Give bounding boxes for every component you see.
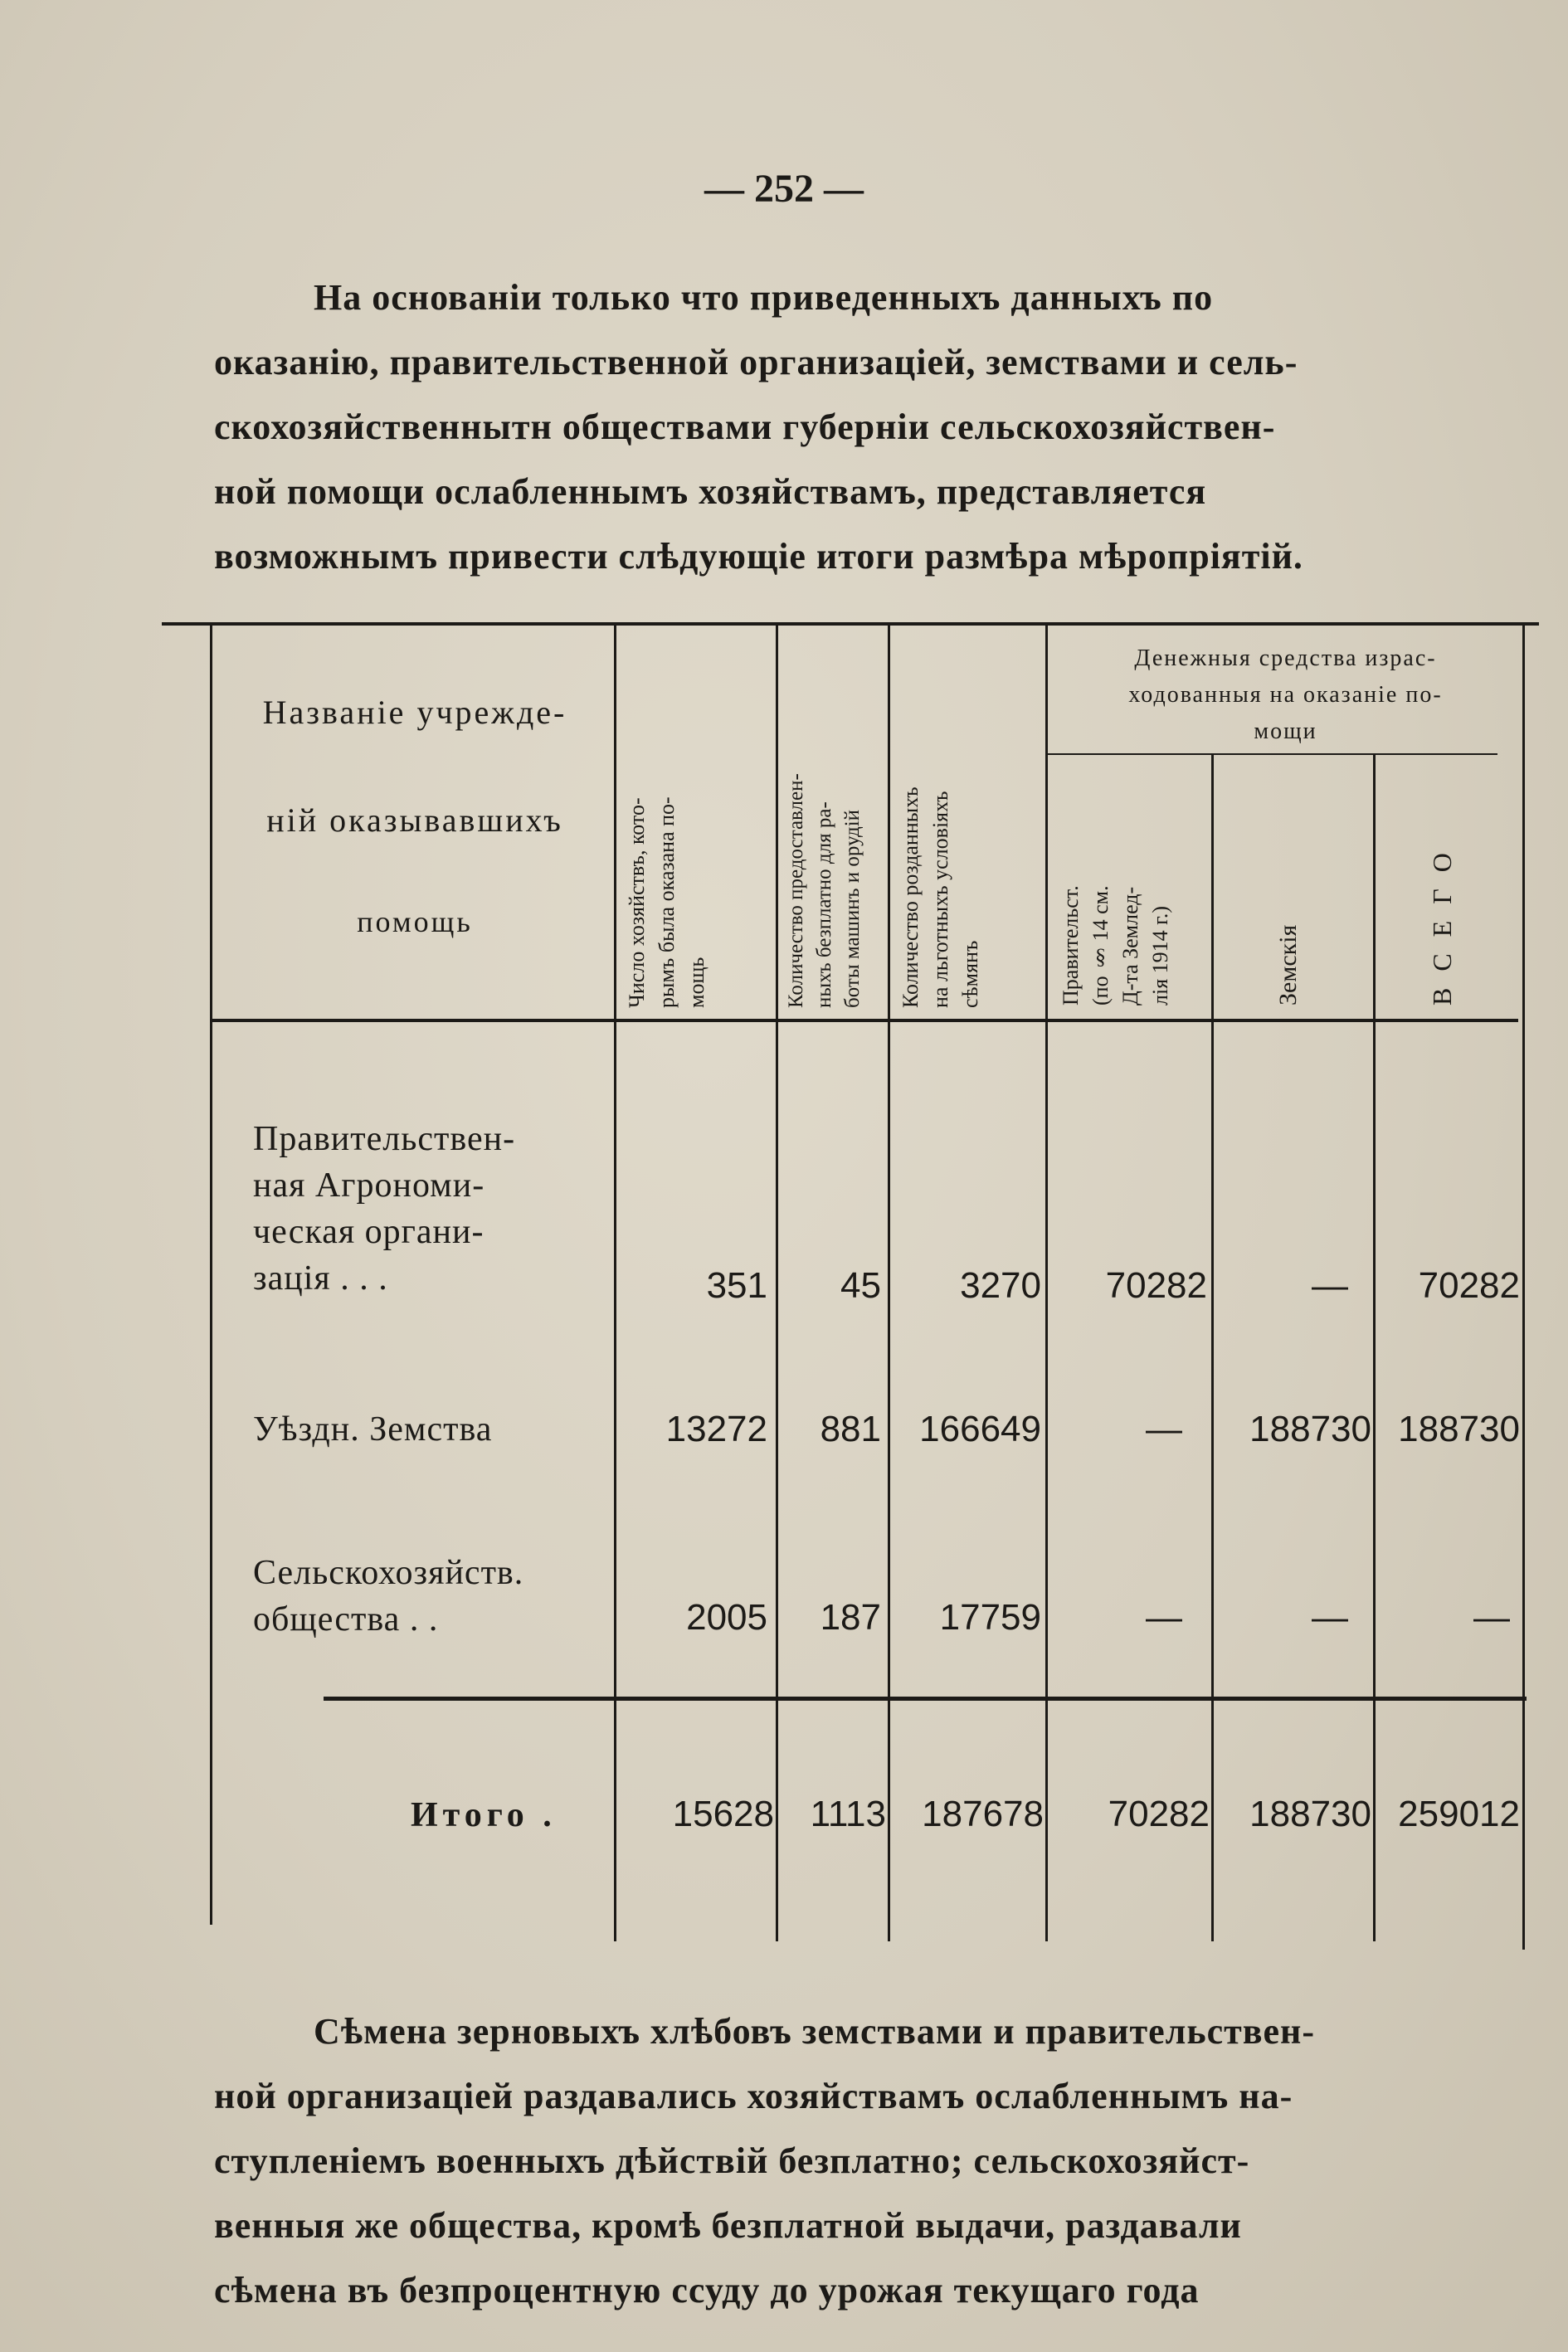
- row-label-line: Уѣздн. Земства: [253, 1410, 493, 1449]
- cell-zemstvo: 188730: [1249, 1409, 1371, 1449]
- header-machines: Количество предоставлен- ныхъ безплатно для ра- боты машинъ и орудiй: [785, 773, 864, 1008]
- totals-rule: [324, 1697, 1527, 1701]
- column-divider: [776, 622, 778, 1941]
- outro-paragraph: [214, 1999, 1517, 2323]
- cell-total: —: [1473, 1597, 1510, 1638]
- cell-government: —: [1146, 1597, 1182, 1638]
- intro-line: скохозяйственнытн обществами губернiи сельскохозяйствен-: [214, 407, 1276, 447]
- cell-machines: 187: [820, 1597, 881, 1638]
- cell-government: 70282: [1105, 1265, 1207, 1306]
- cell-total: 188730: [1398, 1409, 1520, 1449]
- header-seeds: Количество розданныхъ на льготныхъ условiяхъ сѣмянъ: [898, 786, 982, 1008]
- cell-households: 351: [706, 1265, 767, 1306]
- row-label-line: ческая органи-: [253, 1213, 485, 1251]
- intro-line: ной помощи ослабленнымъ хозяйствамъ, представляется: [214, 471, 1207, 512]
- header-institution: нiй оказывавшихъ: [266, 801, 563, 839]
- row-label-line: общества . .: [253, 1600, 439, 1639]
- table-left-border: [210, 622, 212, 1925]
- outro-line: ступленiемъ военныхъ дѣйствiй безплатно; сельскохозяйст-: [214, 2140, 1250, 2181]
- cell-total-seeds: 187678: [922, 1794, 1044, 1834]
- cell-seeds: 166649: [919, 1409, 1041, 1449]
- cell-zemstvo: —: [1312, 1597, 1348, 1638]
- header-zemstvo: Земскiя: [1274, 924, 1302, 1006]
- header-money-group-line: мощи: [1254, 718, 1317, 744]
- column-divider: [1211, 755, 1214, 1941]
- page-number: — 252 —: [704, 167, 864, 211]
- row-label-line: Сельскохозяйств.: [253, 1554, 524, 1592]
- cell-households: 13272: [665, 1409, 767, 1449]
- header-bottom-rule: [212, 1019, 1518, 1022]
- row-label-agricultural-societies: [253, 1550, 610, 1643]
- cell-seeds: 3270: [960, 1265, 1041, 1306]
- header-institution: помощь: [357, 905, 473, 938]
- outro-line: венныя же общества, кромѣ безплатной выдачи, раздавали: [214, 2205, 1242, 2246]
- totals-label: Итого .: [411, 1796, 557, 1834]
- column-divider: [1373, 755, 1376, 1941]
- intro-line: оказанiю, правительственной организацiей, земствами и сель-: [214, 342, 1298, 382]
- cell-total-households: 15628: [672, 1794, 774, 1834]
- header-households: Число хозяйствъ, кото- рымъ была оказана по- мощь: [625, 796, 709, 1008]
- cell-zemstvo: —: [1312, 1265, 1348, 1306]
- row-label-line: ная Агрономи-: [253, 1166, 485, 1205]
- cell-seeds: 17759: [939, 1597, 1041, 1638]
- cell-total-machines: 1113: [810, 1794, 886, 1834]
- row-label-government-agronomic: [253, 1116, 601, 1302]
- header-total: В С Е Г О: [1427, 848, 1457, 1006]
- intro-line: На основанiи только что приведенныхъ данныхъ по: [314, 277, 1214, 318]
- intro-paragraph: [214, 265, 1517, 589]
- outro-line: ной организацiей раздавались хозяйствамъ ослабленнымъ на-: [214, 2076, 1293, 2116]
- column-divider: [614, 622, 616, 1941]
- cell-total-total: 259012: [1398, 1794, 1520, 1834]
- header-institution: Названiе учрежде-: [262, 694, 567, 731]
- cell-machines: 45: [840, 1265, 881, 1306]
- column-divider: [888, 622, 890, 1941]
- aid-summary-table: [162, 622, 1539, 1950]
- cell-total-zemstvo: 188730: [1249, 1794, 1371, 1834]
- row-label-zemstvos: [253, 1406, 610, 1453]
- cell-households: 2005: [686, 1597, 767, 1638]
- intro-line: возможнымъ привести слѣдующiе итоги размѣра мѣропрiятiй.: [214, 536, 1303, 577]
- header-money-group-line: ходованныя на оказанiе по-: [1128, 682, 1443, 708]
- header-government: Правительст. (по § 14 см. Д-та Землед- лiя 1914 г.): [1059, 885, 1172, 1006]
- row-label-line: Правительствен-: [253, 1120, 516, 1158]
- outro-line: Сѣмена зерновыхъ хлѣбовъ земствами и правительствен-: [314, 2011, 1316, 2052]
- cell-total: 70282: [1418, 1265, 1520, 1306]
- table-right-border: [1522, 622, 1525, 1950]
- money-subheader-rule: [1045, 753, 1497, 755]
- header-money-group-line: Денежныя средства израс-: [1134, 645, 1437, 671]
- outro-line: сѣмена въ безпроцентную ссуду до урожая текущаго года: [214, 2270, 1200, 2311]
- cell-government: —: [1146, 1409, 1182, 1449]
- cell-machines: 881: [820, 1409, 881, 1449]
- cell-total-government: 70282: [1108, 1794, 1210, 1834]
- column-divider: [1045, 622, 1048, 1941]
- header-money-group: [1051, 640, 1520, 750]
- table-top-rule: [162, 622, 1539, 626]
- row-label-line: зацiя . . .: [253, 1259, 388, 1298]
